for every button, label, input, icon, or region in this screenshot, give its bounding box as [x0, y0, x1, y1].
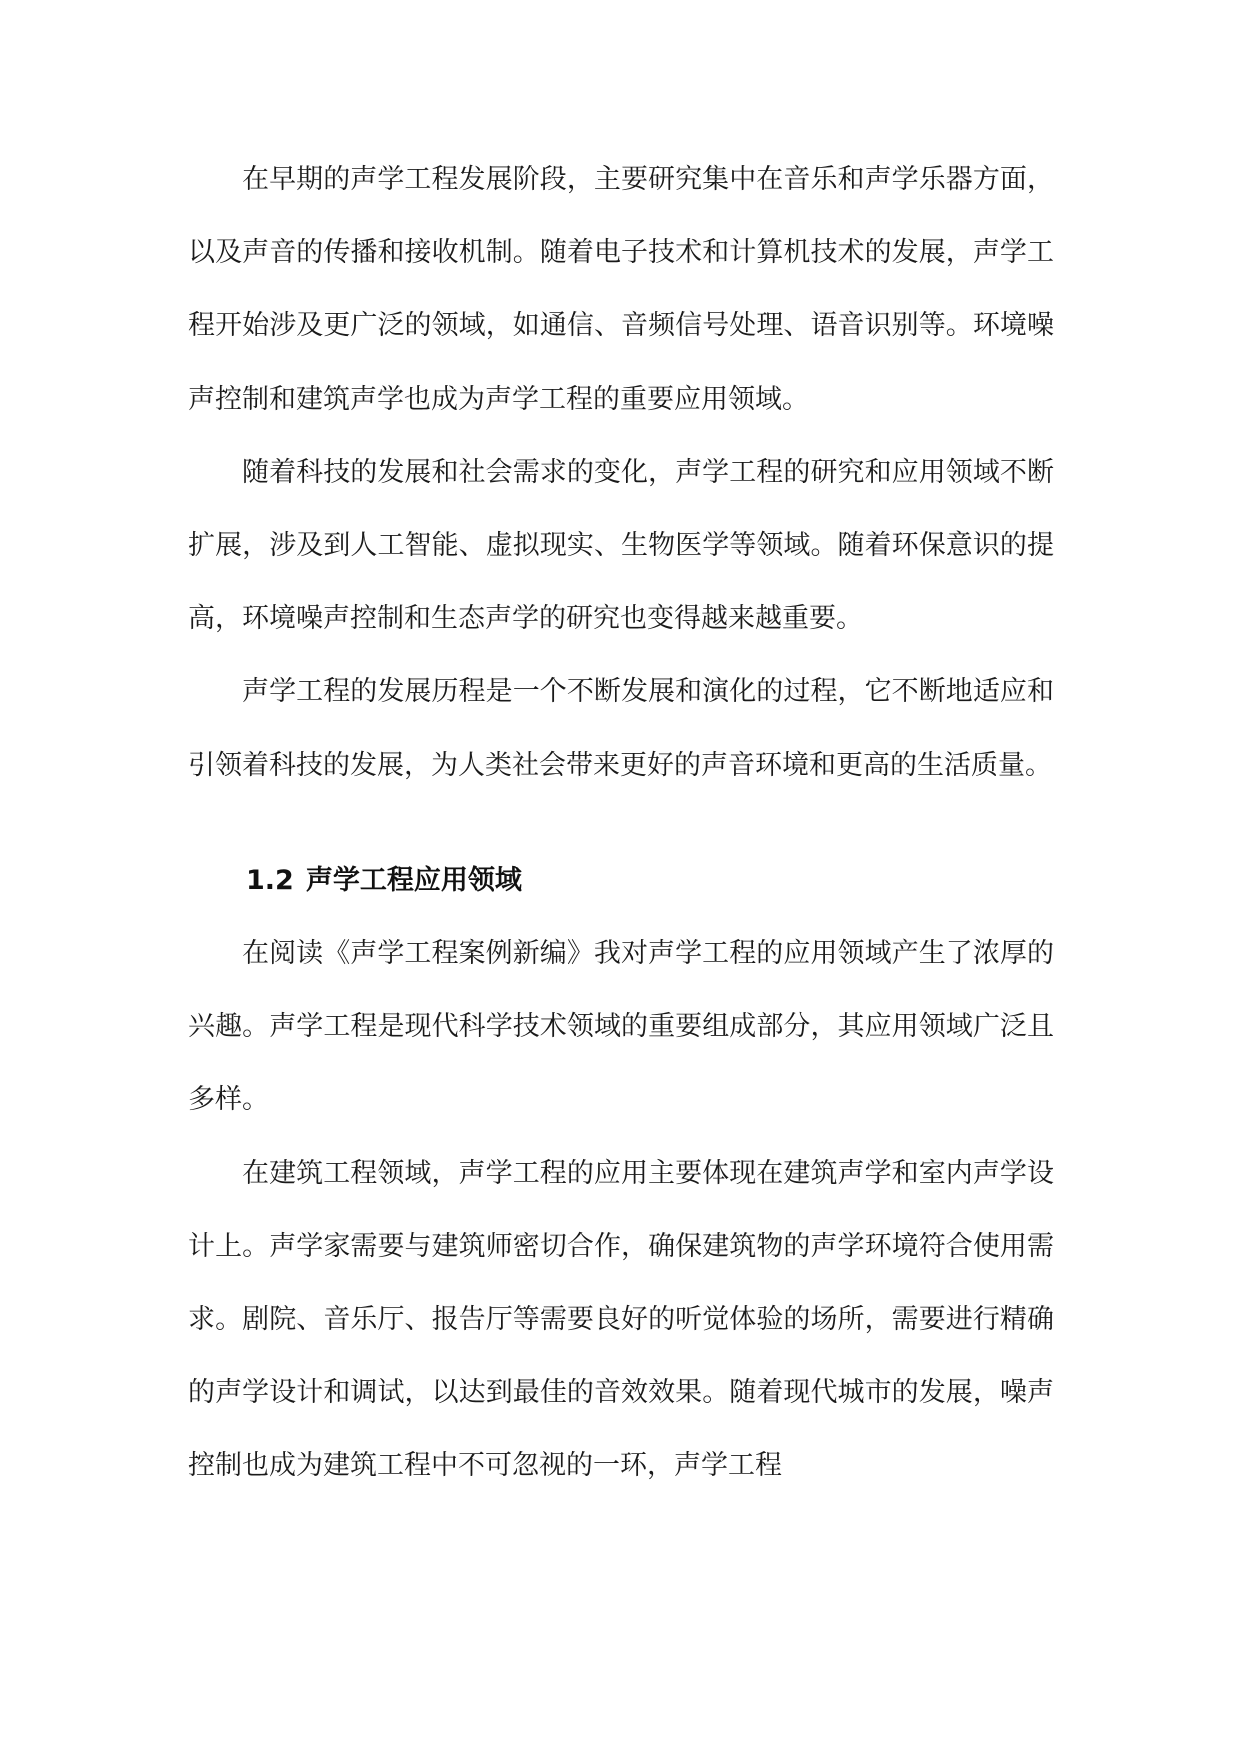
paragraph-reading-interest: 在阅读《声学工程案例新编》我对声学工程的应用领域产生了浓厚的兴趣。声学工程是现代科学技术领域的重要组成部分，其应用领域广泛且多样。 — [188, 938, 1054, 1116]
section-title: 声学工程应用领域 — [305, 864, 522, 896]
section-heading — [188, 844, 1054, 917]
document-body — [188, 143, 1054, 1503]
paragraph-architectural-acoustics: 在建筑工程领域，声学工程的应用主要体现在建筑声学和室内声学设计上。声学家需要与建筑师密切合作，确保建筑物的声学环境符合使用需求。剧院、音乐厅、报告厅等需要良好的听觉体验的场所，需要进行精确的声学设计和调试，以达到最佳的音效效果。随着现代城市的发展，噪声控制也成为建筑工程中不可忽视的一环，声学工程 — [188, 1157, 1054, 1482]
paragraph-early-development: 在早期的声学工程发展阶段，主要研究集中在音乐和声学乐器方面，以及声音的传播和接收机制。随着电子技术和计算机技术的发展，声学工程开始涉及更广泛的领域，如通信、音频信号处理、语音识别等。环境噪声控制和建筑声学也成为声学工程的重要应用领域。 — [188, 164, 1054, 415]
paragraph-history-summary: 声学工程的发展历程是一个不断发展和演化的过程，它不断地适应和引领着科技的发展，为人类社会带来更好的声音环境和更高的生活质量。 — [188, 676, 1054, 781]
section-number: 1.2 — [246, 864, 294, 896]
paragraph-expansion: 随着科技的发展和社会需求的变化，声学工程的研究和应用领域不断扩展，涉及到人工智能、虚拟现实、生物医学等领域。随着环保意识的提高，环境噪声控制和生态声学的研究也变得越来越重要。 — [188, 456, 1054, 635]
